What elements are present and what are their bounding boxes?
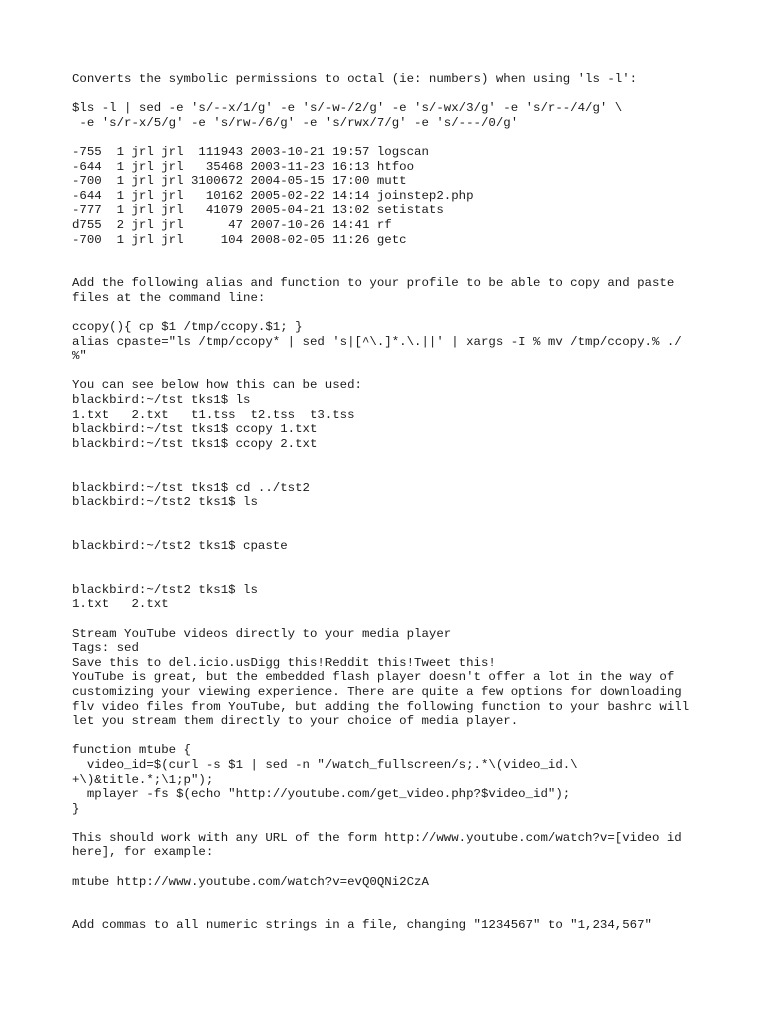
text-line: here], for example: — [72, 845, 214, 860]
text-line: blackbird:~/tst2 tks1$ ls — [72, 582, 258, 597]
text-line: 1.txt 2.txt — [72, 597, 169, 612]
text-line: -700 1 jrl jrl 3100672 2004-05-15 17:00 mutt — [72, 174, 407, 189]
text-line — [72, 262, 732, 277]
text-line: 1.txt 2.txt t1.tss t2.tss t3.tss — [72, 407, 355, 422]
text-line: -644 1 jrl jrl 10162 2005-02-22 14:14 joinstep2.php — [72, 188, 474, 203]
text-line: video_id=$(curl -s $1 | sed -n "/watch_fullscreen/s;.*\(video_id.\ — [72, 757, 578, 772]
text-line: Add commas to all numeric strings in a file, changing "1234567" to "1,234,567" — [72, 918, 652, 933]
text-line — [72, 554, 732, 569]
text-line — [72, 306, 732, 321]
text-line — [72, 451, 732, 466]
text-line: -755 1 jrl jrl 111943 2003-10-21 19:57 logscan — [72, 144, 429, 159]
text-line — [72, 466, 732, 481]
text-line: flv video files from YouTube, but adding the following function to your bashrc will — [72, 699, 690, 714]
document-text — [72, 72, 732, 933]
text-line: -e 's/r-x/5/g' -e 's/rw-/6/g' -e 's/rwx/7/g' -e 's/---/0/g' — [72, 115, 519, 130]
text-line: You can see below how this can be used: — [72, 378, 362, 393]
text-line — [72, 904, 732, 919]
text-line — [72, 87, 732, 102]
text-line — [72, 364, 732, 379]
text-line — [72, 524, 732, 539]
text-line: %" — [72, 349, 87, 364]
text-line: } — [72, 801, 80, 816]
text-line: files at the command line: — [72, 290, 266, 305]
text-line: mtube http://www.youtube.com/watch?v=evQ0QNi2CzA — [72, 874, 429, 889]
text-line: +\)&title.*;\1;p"); — [72, 772, 214, 787]
text-line: alias cpaste="ls /tmp/ccopy* | sed 's|[^\.]*.\.||' | xargs -I % mv /tmp/ccopy.% ./ — [72, 334, 682, 349]
text-line: ccopy(){ cp $1 /tmp/ccopy.$1; } — [72, 320, 303, 335]
text-line: function mtube { — [72, 743, 191, 758]
text-line: blackbird:~/tst tks1$ ls — [72, 393, 251, 408]
text-line — [72, 130, 732, 145]
text-line: blackbird:~/tst tks1$ cd ../tst2 — [72, 480, 310, 495]
text-line: Converts the symbolic permissions to octal (ie: numbers) when using 'ls -l': — [72, 72, 638, 86]
text-line: Add the following alias and function to your profile to be able to copy and paste — [72, 276, 675, 291]
text-line: -644 1 jrl jrl 35468 2003-11-23 16:13 htfoo — [72, 159, 415, 174]
text-line: -700 1 jrl jrl 104 2008-02-05 11:26 getc — [72, 232, 407, 247]
text-line — [72, 729, 732, 744]
text-line: $ls -l | sed -e 's/--x/1/g' -e 's/-w-/2/g' -e 's/-wx/3/g' -e 's/r--/4/g' \ — [72, 101, 623, 116]
text-line: let you stream them directly to your choice of media player. — [72, 714, 519, 729]
text-line: -777 1 jrl jrl 41079 2005-04-21 13:02 setistats — [72, 203, 444, 218]
text-line: This should work with any URL of the form http://www.youtube.com/watch?v=[video id — [72, 830, 682, 845]
text-line: mplayer -fs $(echo "http://youtube.com/get_video.php?$video_id"); — [72, 787, 571, 802]
text-line — [72, 247, 732, 262]
text-line — [72, 510, 732, 525]
text-line: blackbird:~/tst tks1$ ccopy 1.txt — [72, 422, 318, 437]
text-line — [72, 860, 732, 875]
text-line: Stream YouTube videos directly to your media player — [72, 626, 452, 641]
text-line: blackbird:~/tst2 tks1$ cpaste — [72, 539, 288, 553]
text-line: Save this to del.icio.usDigg this!Reddit this!Tweet this! — [72, 655, 496, 670]
text-line — [72, 889, 732, 904]
text-line: Tags: sed — [72, 641, 139, 656]
text-line — [72, 568, 732, 583]
text-line: blackbird:~/tst tks1$ ccopy 2.txt — [72, 436, 318, 451]
text-line: blackbird:~/tst2 tks1$ ls — [72, 495, 258, 510]
text-line — [72, 816, 732, 831]
text-line: YouTube is great, but the embedded flash player doesn't offer a lot in the way of — [72, 670, 675, 685]
text-line — [72, 612, 732, 627]
text-line: d755 2 jrl jrl 47 2007-10-26 14:41 rf — [72, 217, 392, 232]
text-line: customizing your viewing experience. There are quite a few options for downloading — [72, 684, 682, 699]
